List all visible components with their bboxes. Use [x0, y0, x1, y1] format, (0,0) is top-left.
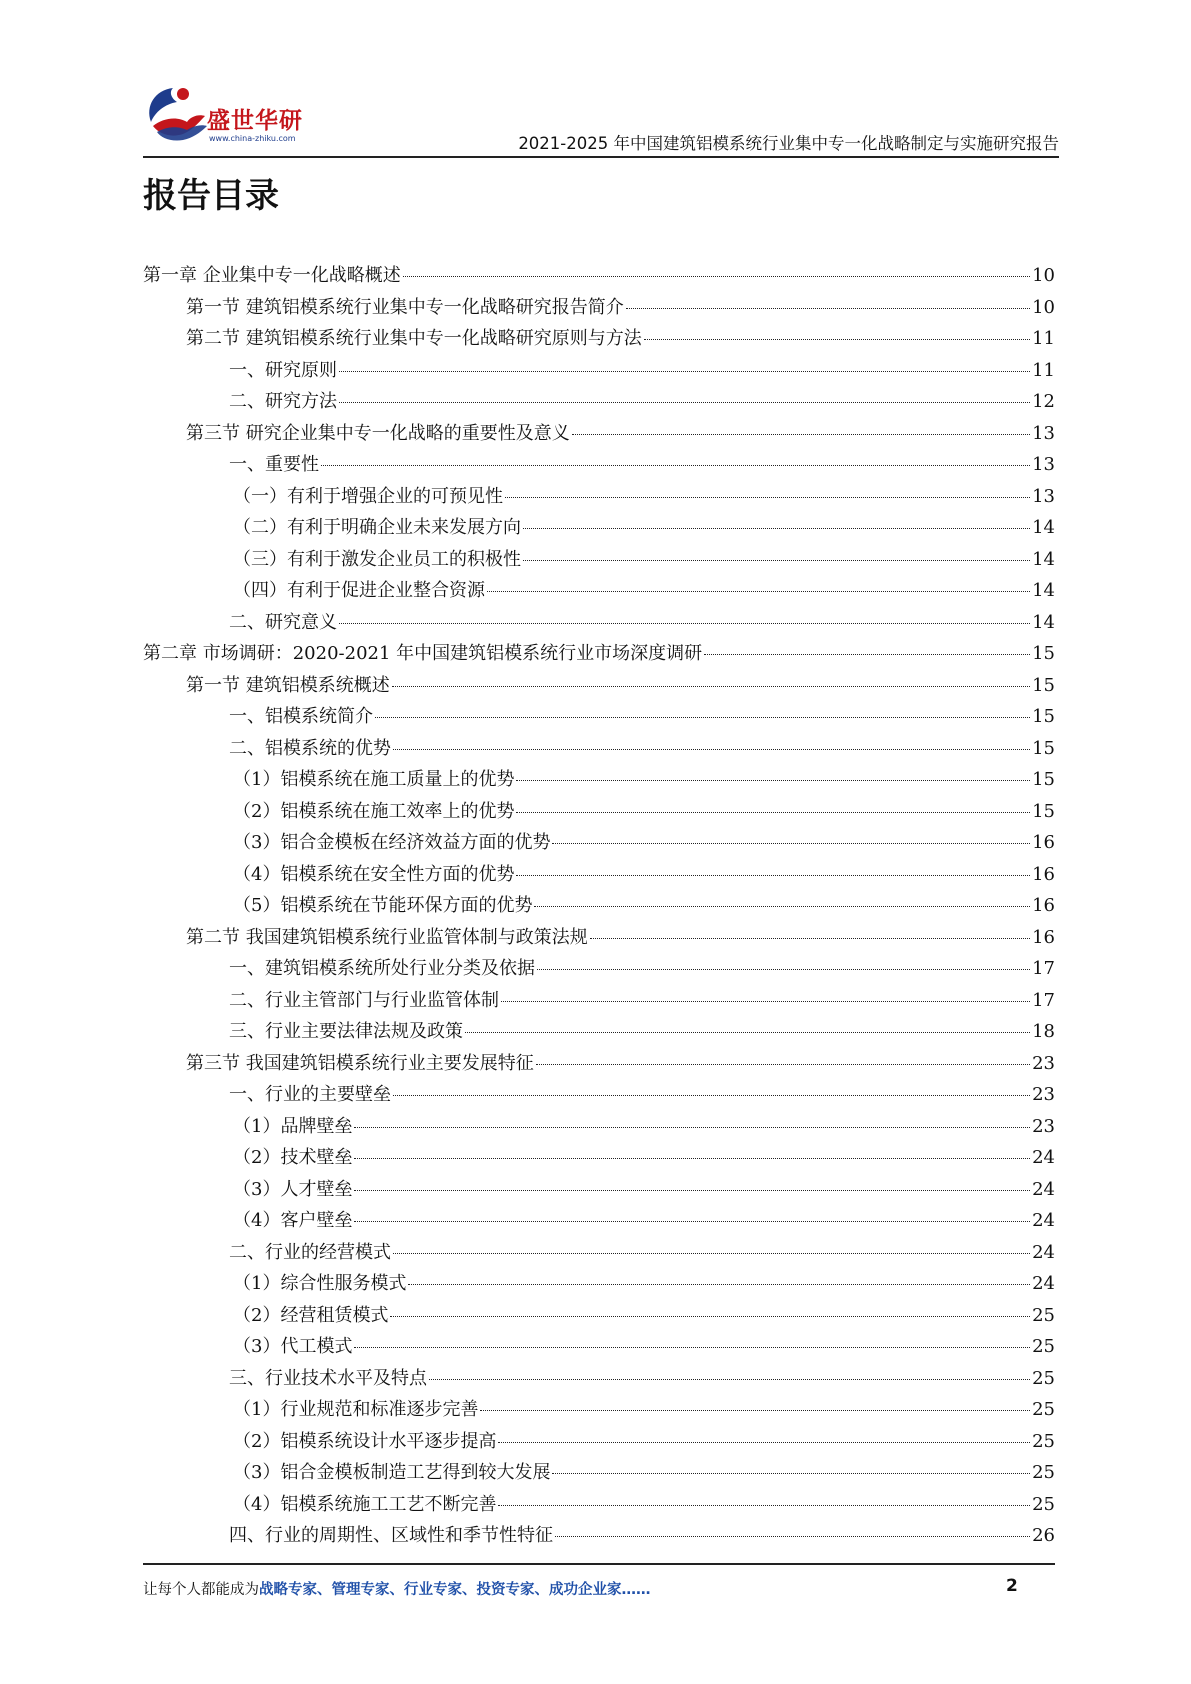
toc-entry-page: 25: [1032, 1336, 1055, 1357]
toc-entry-page: 23: [1032, 1084, 1055, 1105]
toc-entry-title: （3）人才壁垒: [233, 1178, 353, 1200]
toc-entry-page: 24: [1032, 1273, 1055, 1294]
toc-dot-leader: [354, 1127, 1030, 1128]
toc-entry-page: 15: [1032, 674, 1055, 696]
toc-entry-title: 二、铝模系统的优势: [229, 737, 391, 759]
toc-entry[interactable]: [143, 1143, 1055, 1175]
toc-dot-leader: [704, 654, 1030, 655]
toc-dot-leader: [480, 1410, 1030, 1411]
toc-entry-title: 第二章 市场调研：2020-2021 年中国建筑铝模系统行业市场深度调研: [143, 643, 703, 664]
toc-entry[interactable]: [143, 608, 1055, 640]
logo-emblem-icon: [143, 82, 213, 144]
toc-dot-leader: [354, 1190, 1030, 1191]
toc-dot-leader: [537, 969, 1030, 970]
toc-entry-page: 14: [1032, 611, 1055, 633]
toc-entry[interactable]: [143, 954, 1055, 986]
toc-entry-page: 17: [1032, 958, 1055, 979]
toc-entry-page: 25: [1032, 1367, 1055, 1389]
report-title: 2021-2025 年中国建筑铝模系统行业集中专一化战略制定与实施研究报告: [518, 134, 1059, 153]
toc-entry[interactable]: [143, 1427, 1055, 1459]
logo-url: www.china-zhiku.com: [209, 134, 296, 143]
toc-dot-leader: [536, 1064, 1030, 1065]
footer-slogan: [143, 1578, 651, 1599]
toc-entry-page: 24: [1032, 1178, 1055, 1200]
toc-entry-title: 二、行业的经营模式: [229, 1241, 391, 1263]
toc-entry-title: 第一节 建筑铝模系统概述: [186, 674, 390, 696]
toc-entry[interactable]: [143, 261, 1055, 293]
toc-entry[interactable]: [143, 419, 1055, 451]
toc-entry-page: 25: [1032, 1304, 1055, 1326]
toc-dot-leader: [552, 843, 1030, 844]
toc-dot-leader: [339, 402, 1030, 403]
toc-entry-title: （4）铝模系统在安全性方面的优势: [233, 863, 515, 885]
toc-dot-leader: [339, 371, 1030, 372]
toc-entry-page: 26: [1032, 1525, 1055, 1546]
toc-entry-title: （1）综合性服务模式: [233, 1273, 407, 1294]
toc-entry-title: （1）铝模系统在施工质量上的优势: [233, 769, 515, 790]
toc-entry-title: 四、行业的周期性、区域性和季节性特征: [229, 1525, 553, 1546]
toc-dot-leader: [516, 780, 1030, 781]
toc-entry[interactable]: [143, 576, 1055, 608]
toc-entry-title: 第二节 建筑铝模系统行业集中专一化战略研究原则与方法: [186, 328, 642, 349]
toc-entry-page: 13: [1032, 454, 1055, 475]
toc-dot-leader: [465, 1032, 1030, 1033]
toc-entry[interactable]: [143, 1238, 1055, 1270]
toc-dot-leader: [498, 1505, 1030, 1506]
toc-entry-page: 14: [1032, 517, 1055, 538]
toc-entry-page: 16: [1032, 832, 1055, 853]
toc-dot-leader: [505, 497, 1030, 498]
toc-entry[interactable]: [143, 293, 1055, 325]
toc-entry[interactable]: [143, 1490, 1055, 1522]
toc-entry-title: （三）有利于激发企业员工的积极性: [233, 548, 521, 570]
toc-entry[interactable]: [143, 545, 1055, 577]
header-divider: [143, 156, 1059, 158]
toc-entry[interactable]: [143, 450, 1055, 482]
toc-entry-title: （1）行业规范和标准逐步完善: [233, 1399, 479, 1420]
table-of-contents: [143, 261, 1055, 1553]
toc-entry-title: 一、铝模系统简介: [229, 706, 373, 727]
footer-slogan-prefix: 让每个人都能成为: [143, 1582, 259, 1598]
toc-dot-leader: [429, 1379, 1030, 1380]
toc-entry-page: 15: [1032, 769, 1055, 790]
toc-entry-page: 25: [1032, 1462, 1055, 1483]
toc-entry[interactable]: [143, 1301, 1055, 1333]
toc-entry-title: 二、研究意义: [229, 611, 337, 633]
toc-entry-page: 13: [1032, 485, 1055, 507]
toc-entry[interactable]: [143, 387, 1055, 419]
toc-entry-page: 15: [1032, 800, 1055, 822]
toc-entry-title: （2）经营租赁模式: [233, 1304, 389, 1326]
toc-entry-title: 第二节 我国建筑铝模系统行业监管体制与政策法规: [186, 926, 588, 948]
toc-entry-page: 15: [1032, 706, 1055, 727]
toc-dot-leader: [534, 906, 1030, 907]
page-header: [143, 82, 1059, 158]
toc-entry[interactable]: [143, 1269, 1055, 1301]
toc-entry[interactable]: [143, 513, 1055, 545]
footer-slogan-highlight: 战略专家、管理专家、行业专家、投资专家、成功企业家……: [259, 1582, 651, 1598]
toc-dot-leader: [403, 276, 1030, 277]
toc-entry-page: 24: [1032, 1241, 1055, 1263]
toc-entry[interactable]: [143, 1175, 1055, 1207]
toc-entry-page: 17: [1032, 989, 1055, 1011]
toc-entry[interactable]: [143, 482, 1055, 514]
toc-dot-leader: [392, 686, 1030, 687]
toc-entry[interactable]: [143, 702, 1055, 734]
toc-dot-leader: [354, 1158, 1030, 1159]
toc-entry[interactable]: [143, 639, 1055, 671]
toc-entry-title: （3）铝合金模板在经济效益方面的优势: [233, 832, 551, 853]
toc-entry-page: 16: [1032, 926, 1055, 948]
toc-entry-title: （2）铝模系统在施工效率上的优势: [233, 800, 515, 822]
toc-dot-leader: [390, 1316, 1030, 1317]
toc-entry-title: （5）铝模系统在节能环保方面的优势: [233, 895, 533, 916]
toc-entry-page: 11: [1032, 328, 1055, 349]
toc-entry-title: （3）铝合金模板制造工艺得到较大发展: [233, 1462, 551, 1483]
toc-entry-page: 23: [1032, 1052, 1055, 1074]
toc-entry-page: 25: [1032, 1399, 1055, 1420]
toc-entry-title: 三、行业主要法律法规及政策: [229, 1021, 463, 1042]
toc-dot-leader: [498, 1442, 1030, 1443]
toc-dot-leader: [487, 591, 1030, 592]
toc-entry-title: 第一节 建筑铝模系统行业集中专一化战略研究报告简介: [186, 296, 624, 318]
toc-entry-page: 13: [1032, 422, 1055, 444]
toc-entry[interactable]: [143, 1395, 1055, 1427]
toc-dot-leader: [516, 875, 1030, 876]
toc-dot-leader: [354, 1347, 1030, 1348]
toc-entry[interactable]: [143, 1332, 1055, 1364]
company-logo: [143, 82, 318, 152]
toc-entry[interactable]: [143, 923, 1055, 955]
toc-dot-leader: [339, 623, 1030, 624]
toc-entry-title: （二）有利于明确企业未来发展方向: [233, 517, 521, 538]
toc-dot-leader: [516, 812, 1030, 813]
toc-entry-title: （2）铝模系统设计水平逐步提高: [233, 1430, 497, 1452]
page-title: 报告目录: [143, 176, 279, 216]
toc-entry-page: 10: [1032, 296, 1055, 318]
toc-dot-leader: [321, 465, 1030, 466]
toc-dot-leader: [555, 1536, 1030, 1537]
toc-entry-page: 11: [1032, 359, 1055, 381]
toc-entry-title: 二、行业主管部门与行业监管体制: [229, 989, 499, 1011]
toc-dot-leader: [572, 434, 1030, 435]
toc-entry-title: 第三节 研究企业集中专一化战略的重要性及意义: [186, 422, 570, 444]
toc-entry-title: （4）铝模系统施工工艺不断完善: [233, 1493, 497, 1515]
toc-entry[interactable]: [143, 1364, 1055, 1396]
toc-entry-title: 一、建筑铝模系统所处行业分类及依据: [229, 958, 535, 979]
toc-dot-leader: [501, 1001, 1030, 1002]
toc-dot-leader: [552, 1473, 1030, 1474]
toc-entry-page: 14: [1032, 548, 1055, 570]
toc-entry-page: 16: [1032, 895, 1055, 916]
toc-dot-leader: [393, 749, 1030, 750]
toc-dot-leader: [644, 339, 1030, 340]
toc-entry-page: 15: [1032, 737, 1055, 759]
toc-entry[interactable]: [143, 1206, 1055, 1238]
toc-dot-leader: [408, 1284, 1030, 1285]
toc-entry[interactable]: [143, 1521, 1055, 1553]
toc-entry-page: 24: [1032, 1210, 1055, 1231]
toc-entry-page: 10: [1032, 265, 1055, 286]
toc-entry[interactable]: [143, 1112, 1055, 1144]
toc-entry-title: （一）有利于增强企业的可预见性: [233, 485, 503, 507]
toc-dot-leader: [626, 308, 1030, 309]
toc-entry[interactable]: [143, 1049, 1055, 1081]
toc-entry-title: 二、研究方法: [229, 391, 337, 412]
toc-dot-leader: [590, 938, 1030, 939]
toc-dot-leader: [354, 1221, 1030, 1222]
toc-entry[interactable]: [143, 986, 1055, 1018]
toc-entry-title: 第一章 企业集中专一化战略概述: [143, 265, 401, 286]
toc-entry[interactable]: [143, 891, 1055, 923]
toc-entry-title: （四）有利于促进企业整合资源: [233, 580, 485, 601]
toc-entry-title: 一、重要性: [229, 454, 319, 475]
toc-entry-title: （1）品牌壁垒: [233, 1115, 353, 1137]
toc-entry-page: 24: [1032, 1147, 1055, 1168]
toc-entry-title: 第三节 我国建筑铝模系统行业主要发展特征: [186, 1052, 534, 1074]
toc-dot-leader: [523, 528, 1030, 529]
toc-entry-page: 12: [1032, 391, 1055, 412]
toc-entry[interactable]: [143, 1458, 1055, 1490]
toc-dot-leader: [393, 1095, 1030, 1096]
toc-entry-page: 18: [1032, 1021, 1055, 1042]
toc-entry-title: 一、研究原则: [229, 359, 337, 381]
toc-entry[interactable]: [143, 860, 1055, 892]
toc-entry[interactable]: [143, 797, 1055, 829]
toc-entry[interactable]: [143, 1080, 1055, 1112]
toc-entry[interactable]: [143, 1017, 1055, 1049]
toc-entry[interactable]: [143, 765, 1055, 797]
logo-text: 盛世华研: [207, 108, 303, 134]
toc-entry-title: （2）技术壁垒: [233, 1147, 353, 1168]
footer-divider: [143, 1563, 1055, 1565]
toc-entry-page: 15: [1032, 643, 1055, 664]
toc-entry[interactable]: [143, 734, 1055, 766]
toc-entry-title: 一、行业的主要壁垒: [229, 1084, 391, 1105]
page-number: 2: [1006, 1576, 1018, 1596]
toc-entry-page: 23: [1032, 1115, 1055, 1137]
toc-entry[interactable]: [143, 356, 1055, 388]
toc-entry-page: 14: [1032, 580, 1055, 601]
toc-dot-leader: [523, 560, 1030, 561]
toc-dot-leader: [393, 1253, 1030, 1254]
toc-entry-title: 三、行业技术水平及特点: [229, 1367, 427, 1389]
toc-entry[interactable]: [143, 671, 1055, 703]
toc-entry[interactable]: [143, 828, 1055, 860]
toc-entry-page: 16: [1032, 863, 1055, 885]
toc-entry-title: （4）客户壁垒: [233, 1210, 353, 1231]
toc-entry-title: （3）代工模式: [233, 1336, 353, 1357]
toc-dot-leader: [375, 717, 1030, 718]
toc-entry-page: 25: [1032, 1430, 1055, 1452]
toc-entry[interactable]: [143, 324, 1055, 356]
toc-entry-page: 25: [1032, 1493, 1055, 1515]
